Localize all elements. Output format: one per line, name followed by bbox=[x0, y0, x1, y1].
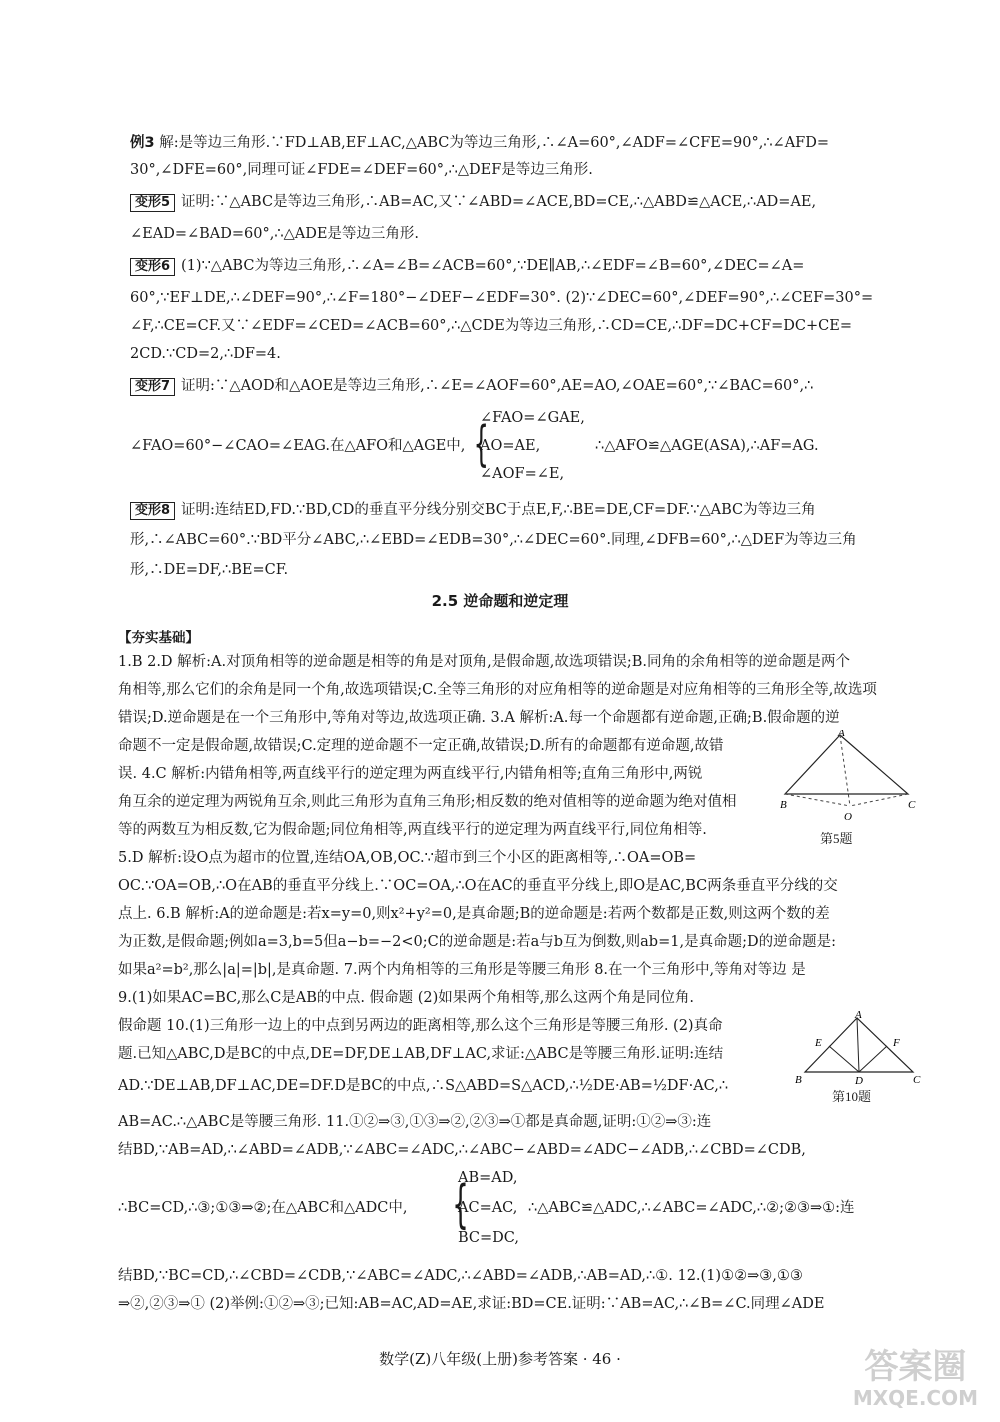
body-line: 1.B 2.D 解析:A.对顶角相等的逆命题是相等的角是对顶角,是假命题,故选项错误;B.同角的余角相等的逆命题是两个 bbox=[118, 654, 850, 670]
label-c: C bbox=[908, 799, 916, 811]
example3-line1: 例3 解:是等边三角形.∵FD⊥AB,EF⊥AC,△ABC为等边三角形,∴∠A=60°,∠ADF=∠CFE=90°,∴∠AFD= bbox=[130, 135, 830, 151]
triangle-abc bbox=[785, 735, 908, 794]
body-line: 如果a²=b²,那么|a|=|b|,是真命题. 7.两个内角相等的三角形是等腰三角形 8.在一个三角形中,等角对等边 是 bbox=[118, 962, 806, 978]
example3-line2: 30°,∠DFE=60°,同理可证∠FDE=∠DEF=60°,∴△DEF是等边三角形. bbox=[130, 162, 593, 178]
variant6-line2: 60°,∵EF⊥DE,∴∠DEF=90°,∴∠F=180°−∠DEF−∠EDF=30°. (2)∵∠DEC=60°,∠DEF=90°,∴∠CEF=30°= bbox=[130, 290, 874, 306]
p11-cond3: BC=DC, bbox=[458, 1230, 519, 1246]
tail-line: ⇒②,②③⇒① (2)举例:①②⇒③;已知:AB=AC,AD=AE,求证:BD=CE.证明:∵AB=AC,∴∠B=∠C.同理∠ADE bbox=[118, 1296, 825, 1312]
variant8-line2: 形,∴∠ABC=60°.∵BD平分∠ABC,∴∠EBD=∠EDB=30°,∴∠DEC=60°.同理,∠DFB=60°,∴△DEF为等边三角 bbox=[130, 532, 857, 548]
variant6-line3: ∠F,∴CE=CF.又∵∠EDF=∠CED=∠ACB=60°,∴△CDE为等边三角形,∴CD=CE,∴DF=DC+CF=DC+CE= bbox=[130, 318, 853, 334]
body-line: AD.∵DE⊥AB,DF⊥AC,DE=DF.D是BC的中点,∴S△ABD=S△ACD,∴½DE·AB=½DF·AC,∴ bbox=[118, 1078, 729, 1094]
figure-10-caption: 第10题 bbox=[832, 1089, 872, 1104]
segment-co bbox=[850, 794, 908, 806]
body-line: 5.D 解析:设O点为超市的位置,连结OA,OB,OC.∵超市到三个小区的距离相等,∴OA=OB= bbox=[118, 850, 697, 866]
body-line: 点上. 6.B 解析:A的逆命题是:若x=y=0,则x²+y²=0,是真命题;B的逆命题是:若两个数都是正数,则这两个数的差 bbox=[118, 906, 830, 922]
variant5-tag: 变形5 bbox=[130, 194, 175, 212]
segment-ad bbox=[857, 1018, 859, 1072]
body-line: 等的两数互为相反数,它为假命题;同位角相等,两直线平行的逆定理为两直线平行,同位角相等. bbox=[118, 822, 707, 838]
body-line: 错误;D.逆命题是在一个三角形中,等角对等边,故选项正确. 3.A 解析:A.每一个命题都有逆命题,正确;B.假命题的逆 bbox=[118, 710, 840, 726]
variant7-cond3: ∠AOF=∠E, bbox=[480, 466, 565, 482]
variant8-tag: 变形8 bbox=[130, 502, 175, 520]
label-d: D bbox=[855, 1075, 863, 1085]
body-line: 角相等,那么它们的余角是同一个角,故选项错误;C.全等三角形的对应角相等的逆命题是对应角相等的三角形全等,故选项 bbox=[118, 682, 877, 698]
body-line: OC.∵OA=OB,∴O在AB的垂直平分线上.∵OC=OA,∴O在AC的垂直平分线上,即O是AC,BC两条垂直平分线的交 bbox=[118, 878, 838, 894]
label-a: A bbox=[838, 730, 845, 739]
variant5-line2: ∠EAD=∠BAD=60°,∴△ADE是等边三角形. bbox=[130, 226, 420, 242]
variant7-pre: ∠FAO=60°−∠CAO=∠EAG.在△AFO和△AGE中, bbox=[130, 438, 466, 454]
variant7-cond2: AO=AE, bbox=[480, 438, 541, 454]
variant6-line4: 2CD.∵CD=2,∴DF=4. bbox=[130, 346, 281, 362]
page-footer: 数学(Z)八年级(上册)参考答案 · 46 · bbox=[379, 1350, 621, 1368]
segment-bo bbox=[785, 794, 850, 806]
figure-10-diagram bbox=[795, 1010, 925, 1085]
section-title: 2.5 逆命题和逆定理 bbox=[431, 592, 569, 610]
variant7-brace: { bbox=[473, 416, 489, 472]
body-line: 命题不一定是假命题,故错误;C.定理的逆命题不一定正确,故错误;D.所有的命题都有逆命题,故错 bbox=[118, 738, 724, 754]
label-c: C bbox=[913, 1074, 921, 1085]
body-line: 题.已知△ABC,D是BC的中点,DE=DF,DE⊥AB,DF⊥AC,求证:△ABC是等腰三角形.证明:连结 bbox=[118, 1046, 724, 1062]
variant6-tag: 变形6 bbox=[130, 258, 175, 276]
body-line: 为正数,是假命题;例如a=3,b=5但a−b=−2<0;C的逆命题是:若a与b互为倒数,则ab=1,是真命题;D的逆命题是: bbox=[118, 934, 836, 950]
variant7-line1: 变形7 证明:∵△AOD和△AOE是等边三角形,∴∠E=∠AOF=60°,AE=AO,∠OAE=60°,∵∠BAC=60°,∴ bbox=[130, 376, 912, 396]
variant8-line3: 形,∴DE=DF,∴BE=CF. bbox=[130, 562, 289, 578]
variant7-cond1: ∠FAO=∠GAE, bbox=[480, 410, 585, 426]
p11-pre: ∴BC=CD,∴③;①③⇒②;在△ABC和△ADC中, bbox=[118, 1200, 408, 1216]
body-line: 误. 4.C 解析:内错角相等,两直线平行的逆定理为两直线平行,内错角相等;直角三角形中,两锐 bbox=[118, 766, 703, 782]
p11-brace: { bbox=[452, 1175, 469, 1235]
label-e: E bbox=[815, 1037, 822, 1049]
body-line: 角互余的逆定理为两锐角互余,则此三角形为直角三角形;相反数的绝对值相等的逆命题为绝对值相 bbox=[118, 794, 737, 810]
label-b: B bbox=[780, 799, 787, 811]
segment-df bbox=[859, 1046, 887, 1072]
segment-de bbox=[829, 1046, 859, 1072]
variant5-line1: 变形5 证明:∵△ABC是等边三角形,∴AB=AC,又∵∠ABD=∠ACE,BD=CE,∴△ABD≌△ACE,∴AD=AE, bbox=[130, 192, 912, 212]
label-f: F bbox=[893, 1037, 900, 1049]
p11-cond2: AC=AC, bbox=[458, 1200, 518, 1216]
label-b: B bbox=[795, 1074, 802, 1085]
tail-line: 结BD,∵BC=CD,∴∠CBD=∠CDB,∵∠ABC=∠ADC,∴∠ABD=∠ADB,∴AB=AD,∴①. 12.(1)①②⇒③,①③ bbox=[118, 1268, 803, 1284]
body-line: 9.(1)如果AC=BC,那么C是AB的中点. 假命题 (2)如果两个角相等,那么这两个角是同位角. bbox=[118, 990, 695, 1006]
label-o: O bbox=[844, 811, 852, 823]
body-line: 结BD,∵AB=AD,∴∠ABD=∠ADB,∵∠ABC=∠ADC,∴∠ABC−∠ABD=∠ADC−∠ADB,∴∠CBD=∠CDB, bbox=[118, 1142, 806, 1158]
label-a: A bbox=[855, 1010, 862, 1021]
body-line: AB=AC.∴△ABC是等腰三角形. 11.①②⇒③,①③⇒②,②③⇒①都是真命题,证明:①②⇒③:连 bbox=[118, 1114, 712, 1130]
figure-5-diagram bbox=[780, 730, 930, 830]
watermark-logo: 答案圈 MXQE.COM bbox=[852, 1347, 978, 1410]
variant7-tag: 变形7 bbox=[130, 378, 175, 396]
figure-5-caption: 第5题 bbox=[820, 831, 853, 846]
variant8-line1: 变形8 证明:连结ED,FD.∵BD,CD的垂直平分线分别交BC于点E,F,∴BE=DE,CF=DF.∵△ABC为等边三角 bbox=[130, 500, 912, 520]
body-line: 假命题 10.(1)三角形一边上的中点到另两边的距离相等,那么这个三角形是等腰三角形. (2)真命 bbox=[118, 1018, 723, 1034]
variant7-post: ∴△AFO≌△AGE(ASA),∴AF=AG. bbox=[595, 438, 819, 454]
basics-label: 【夯实基础】 bbox=[118, 630, 199, 646]
p11-cond1: AB=AD, bbox=[458, 1170, 518, 1186]
variant6-line1: 变形6 (1)∵△ABC为等边三角形,∴∠A=∠B=∠ACB=60°,∵DE∥AB,∴∠EDF=∠B=60°,∠DEC=∠A= bbox=[130, 256, 912, 276]
segment-ao bbox=[840, 735, 850, 806]
p11-post: ∴△ABC≌△ADC,∴∠ABC=∠ADC,∴②;②③⇒①:连 bbox=[528, 1200, 855, 1216]
